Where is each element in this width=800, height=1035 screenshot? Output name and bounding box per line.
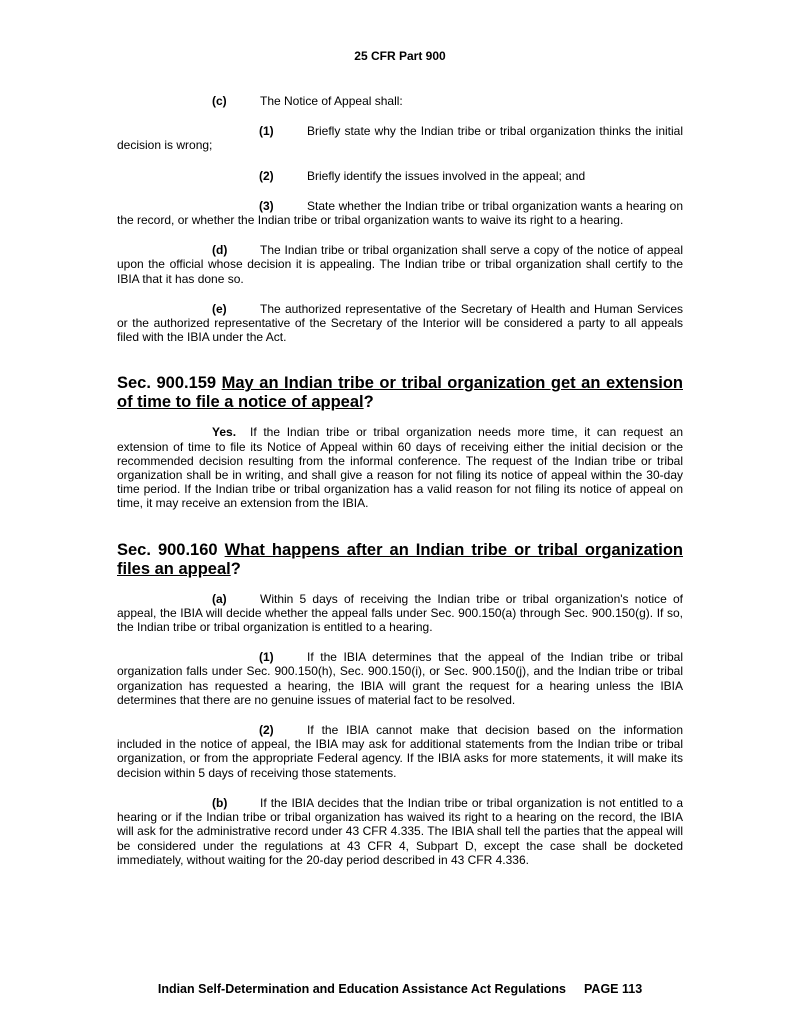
page-footer: [0, 982, 800, 996]
section-number: Sec. 900.159: [117, 374, 217, 393]
marker-a2: (2): [259, 723, 274, 738]
paragraph-c1: [117, 124, 683, 152]
marker-b: (b): [212, 795, 228, 810]
marker-c2: (2): [259, 168, 274, 183]
marker-e: (e): [212, 301, 227, 316]
section-number: Sec. 900.160: [117, 540, 218, 559]
section-heading-900-160: [117, 541, 683, 579]
section-heading-900-159: [117, 374, 683, 412]
paragraph-a1: [117, 650, 683, 707]
paragraph-c: [117, 94, 683, 108]
text-a2: If the IBIA cannot make that decision based on the information included in the notice of appeal, the IBIA may ask for additional statements from the Indian tribe or tribal organization, or from the appropriate Federal agency. If the IBIA asks for more statements, it will make its decision within 5 days of receiving those statements.: [117, 723, 683, 780]
text-e: The authorized representative of the Secretary of Health and Human Services or the authorized representative of the Secretary of the Interior will be considered a party to all appeals filed with the IBIA under the Act.: [117, 301, 683, 345]
paragraph-b: [117, 796, 683, 867]
marker-c1: (1): [259, 124, 274, 139]
marker-d: (d): [212, 243, 228, 258]
marker-c3: (3): [259, 198, 274, 213]
marker-c: (c): [212, 94, 227, 108]
answer-text: If the Indian tribe or tribal organization needs more time, it can request an extension of time to file its Notice of Appeal within 60 days of receiving either the initial decision or the recommended decision resulting from the informal conference. The request of the Indian tribe or tribal organization shall be in writing, and shall give a reason for not filing its notice of appeal within the 30-day time period. If the Indian tribe or tribal organization has a valid reason for not filing its notice of appeal on time, it may receive an extension from the IBIA.: [117, 425, 683, 511]
marker-a: (a): [212, 591, 227, 606]
text-b: If the IBIA decides that the Indian tribe or tribal organization is not entitled to a hearing or if the Indian tribe or tribal organization has waived its right to a hearing on the record, the IBIA will ask for the administrative record under 43 CFR 4.335. The IBIA shall tell the parties that the appeal will be considered under the regulations at 43 CFR 4, Subpart D, except the case shall be docketed immediately, without waiting for the 20-day period described in 43 CFR 4.336.: [117, 795, 683, 867]
marker-a1: (1): [259, 650, 274, 665]
text-c3: State whether the Indian tribe or tribal organization wants a hearing on the record, or whether the Indian tribe or tribal organization wants to waive its right to a hearing.: [117, 198, 683, 228]
paragraph-e: [117, 302, 683, 345]
text-c: The Notice of Appeal shall:: [260, 94, 403, 108]
page-header: 25 CFR Part 900: [354, 49, 446, 63]
page-content: [117, 94, 683, 867]
answer-lead: Yes.: [212, 425, 237, 440]
section-question: What happens after an Indian tribe or tribal organization files an appeal: [117, 540, 684, 578]
paragraph-c3: [117, 199, 683, 227]
text-d: The Indian tribe or tribal organization shall serve a copy of the notice of appeal upon the official whose decision it is appealing. The Indian tribe or tribal organization shall certify to the IBIA that it has done so.: [117, 243, 683, 286]
text-c2: Briefly identify the issues involved in the appeal; and: [307, 168, 586, 183]
text-a1: If the IBIA determines that the appeal of the Indian tribe or tribal organization falls under Sec. 900.150(h), Sec. 900.150(i), or Sec. 900.150(j), and the Indian tribe or tribal organization has requested a hearing, the IBIA will grant the request for a hearing unless the IBIA determines that there are no genuine issues of material fact to be resolved.: [117, 650, 683, 707]
section-question: May an Indian tribe or tribal organization get an extension of time to file a notice of appeal: [117, 374, 683, 412]
paragraph-d: [117, 243, 683, 286]
paragraph-a2: [117, 723, 683, 780]
paragraph-answer: [117, 425, 683, 510]
text-c1: Briefly state why the Indian tribe or tribal organization thinks the initial decision is wrong;: [117, 124, 683, 153]
page-number: PAGE 113: [584, 982, 643, 996]
paragraph-a: [117, 592, 683, 635]
footer-title: Indian Self-Determination and Education Assistance Act Regulations: [157, 982, 567, 996]
question-mark: ?: [230, 559, 241, 578]
question-mark: ?: [363, 393, 374, 412]
text-a: Within 5 days of receiving the Indian tribe or tribal organization's notice of appeal, the IBIA will decide whether the appeal falls under Sec. 900.150(a) through Sec. 900.150(g). If so, the Indian tribe or tribal organization is entitled to a hearing.: [117, 591, 683, 635]
paragraph-c2: [117, 169, 683, 183]
